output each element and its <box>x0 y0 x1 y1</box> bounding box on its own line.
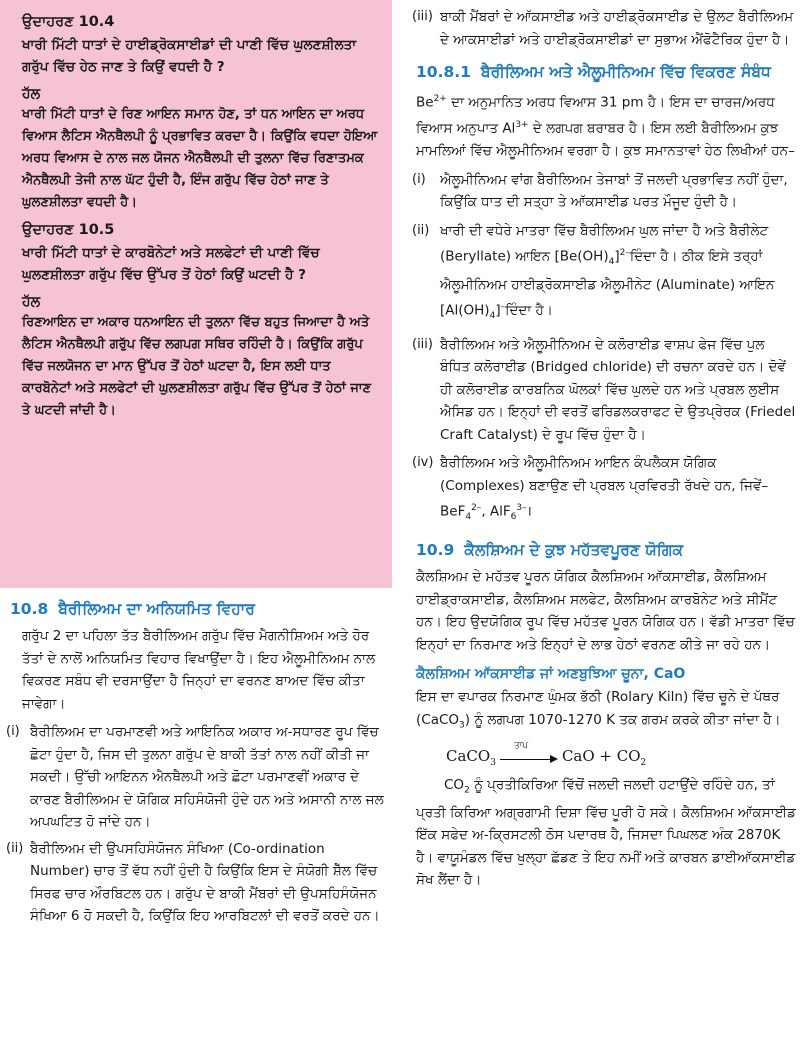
superscript: 3+ <box>515 120 529 130</box>
list-text <box>440 452 796 529</box>
superscript: 2– <box>471 503 482 514</box>
superscript: – <box>500 302 506 313</box>
superscript: 2+ <box>433 94 447 104</box>
text-run: ਦਿੰਦਾ ਹੈ। ਠੀਕ ਇਸੇ ਤਰ੍ਹਾਂ ਐਲੂਮੀਨਿਅਮ ਹਾਈਡ੍ਰੋਕਸਾਈਡ ਐਲੂਮੀਨੇਟ (Aluminate) ਆਇਨ [Al(OH) <box>440 248 775 319</box>
text-run: ਬੈਰੀਲਿਅਮ ਅਤੇ ਐਲੂਮੀਨਿਅਮ ਆਇਨ ਕੰਪਲੈਕਸ ਯੋਗਿਕ (Complexes) ਬਣਾਉਣ ਦੀ ਪ੍ਰਬਲ ਪ੍ਰਵਿਰਤੀ ਰੱਖਦੇ ਹਨ, ਜਿਵੇਂ– BeF <box>440 455 769 520</box>
list-item <box>412 169 796 214</box>
chemical-equation <box>446 741 800 768</box>
superscript: 2– <box>619 248 630 258</box>
subscript: 6 <box>510 512 517 523</box>
section-number: 10.9 <box>416 541 455 560</box>
section-10-9-heading <box>416 541 800 560</box>
example-10-5-title: ਉਦਾਹਰਣ 10.5 <box>22 222 115 238</box>
list-item <box>412 334 796 447</box>
list-item <box>412 452 796 529</box>
section-number: 10.8.1 <box>416 63 471 81</box>
list-item <box>6 721 386 834</box>
section-10-8-intro: ਗਰੁੱਪ 2 ਦਾ ਪਹਿਲਾ ਤੱਤ ਬੈਰੀਲਿਅਮ ਗਰੁੱਪ ਵਿੱਚ ਮੈਗਨੀਸ਼ਿਅਮ ਅਤੇ ਹੋਰ ਤੱਤਾਂ ਦੇ ਨਾਲੋਂ ਅਨਿਯਮਿਤ ਵਿਹਾਰ ਵਿਖਾਉਂਦਾ ਹੈ। ਇਹ ਐਲੂਮੀਨਿਅਮ ਨਾਲ ਵਿਕਰਣ ਸਬੰਧ ਵੀ ਦਰਸਾਉਂਦਾ ਹੈ ਜਿਨ੍ਹਾਂ ਦਾ ਵਰਨਣ ਬਾਅਦ ਵਿੱਚ ਕੀਤਾ ਜਾਵੇਗਾ। <box>22 628 376 712</box>
text-run: । <box>526 503 532 520</box>
list-marker: (ii) <box>412 222 430 238</box>
list-marker: (ii) <box>6 840 24 856</box>
left-column <box>0 0 392 932</box>
text-run: ਦੇ ਲਗਪਗ ਬਰਾਬਰ ਹੈ। ਇਸ ਲਈ ਬੈਰੀਲਿਅਮ ਕੁਝ ਮਾਮਲਿਆਂ ਵਿੱਚ ਐਲੂਮੀਨਿਅਮ ਵਰਗਾ ਹੈ। ਕੁਝ ਸਮਾਨਤਾਵਾਂ ਹੇਠ ਲਿਖੀਆਂ ਹਨ– <box>416 120 795 159</box>
section-10-8-1-intro <box>416 88 796 163</box>
text-run: ਨੂੰ ਪ੍ਰਤੀਕਿਰਿਆ ਵਿੱਚੋਂ ਜਲਦੀ ਜਲਦੀ ਹਟਾਉਂਦੇ ਰਹਿੰਦੇ ਹਨ, ਤਾਂ ਪ੍ਰਤੀ ਕਿਰਿਆ ਅਗ੍ਰਗਾਮੀ ਦਿਸ਼ਾ ਵਿੱਚ ਪੂਰੀ ਹੋ ਸਕੇ। ਕੈਲਸ਼ਿਅਮ ਆੱਕਸਾਈਡ ਇੱਕ ਸਫੇਦ ਅ-ਕ੍ਰਿਸਟਲੀ ਠੋਸ ਪਦਾਰਥ ਹੈ, ਜਿਸਦਾ ਪਿਘਲਣ ਅੰਕ 2870K ਹੈ। ਵਾਯੂਮੰਡਲ ਵਿੱਚ ਖੁਲ੍ਹਾ ਛੱਡਣ ਤੇ ਇਹ ਨਮੀਂ ਅਤੇ ਕਾਰਬਨ ਡਾਈਆੱਕਸਾਈਡ ਸੋਖ ਲੈਂਦਾ ਹੈ। <box>416 776 796 889</box>
list-text: ਬੈਰੀਲਿਅਮ ਦੀ ਉਪਸਹਿਸੰਯੋਜਨ ਸੰਖਿਆ (Co-ordination Number) ਚਾਰ ਤੋਂ ਵੱਧ ਨਹੀਂ ਹੁੰਦੀ ਹੈ ਕਿਉਂਕਿ ਇਸ ਦੇ ਸੰਯੋਗੀ ਸ਼ੈੱਲ ਵਿੱਚ ਸਿਰਫ ਚਾਰ ਔਰਬਿਟਲ ਹਨ। ਗਰੁੱਪ ਦੇ ਬਾਕੀ ਮੈਂਬਰਾਂ ਦੀ ਉਪਸਹਿਸੰਯੋਜਨ ਸੰਖਿਆ 6 ਹੋ ਸਕਦੀ ਹੈ, ਕਿਉਂਕਿ ਇਹ ਆਰਬਿਟਲਾਂ ਦੀ ਵਰਤੋਂ ਕਰਦੇ ਹਨ। <box>30 840 380 924</box>
arrow-head <box>550 755 558 763</box>
examples-box <box>0 0 392 588</box>
calcium-oxide-para-2 <box>416 774 796 892</box>
list-text: ਐਲੂਮੀਨਿਅਮ ਵਾਂਗ ਬੈਰੀਲਿਅਮ ਤੇਜਾਬਾਂ ਤੋਂ ਜਲਦੀ ਪ੍ਰਭਾਵਿਤ ਨਹੀਂ ਹੁੰਦਾ, ਕਿਉਂਕਿ ਧਾਤ ਦੀ ਸਤ੍ਹਾ ਤੇ ਆੱਕਸਾਈਡ ਪਰਤ ਮੌਜੂਦ ਹੁੰਦੀ ਹੈ। <box>440 171 788 210</box>
text-run: CaO + CO <box>561 746 641 765</box>
text-run: ਇਸ ਦਾ ਵਪਾਰਕ ਨਿਰਮਾਣ ਘੁੰਮਕ ਭੱਠੀ (Rolary Kiln) ਵਿੱਚ ਚੂਨੇ ਦੇ ਪੱਥਰ (CaCO <box>416 689 780 728</box>
list-item <box>6 838 386 928</box>
section-10-9-intro: ਕੈਲਸ਼ਿਅਮ ਦੇ ਮਹੱਤਵ ਪੂਰਨ ਯੋਗਿਕ ਕੈਲਸ਼ਿਅਮ ਆੱਕਸਾਈਡ, ਕੈਲਸ਼ਿਅਮ ਹਾਈਡ੍ਰਾਕਸਾਈਡ, ਕੈਲਸ਼ਿਅਮ ਸਲਫੇਟ, ਕੈਲਸ਼ਿਅਮ ਕਾਰਬੋਨੇਟ ਅਤੇ ਸੀਮੈਂਟ ਹਨ। ਇਹ ਉਦਯੋਗਿਕ ਰੂਪ ਵਿੱਚ ਮਹੱਤਵ ਪੂਰਨ ਯੋਗਿਕ ਹਨ। ਵੱਡੀ ਮਾਤਰਾ ਵਿੱਚ ਇਨ੍ਹਾਂ ਦਾ ਨਿਰਮਾਣ ਅਤੇ ਇਨ੍ਹਾਂ ਦੇ ਲਾਭ ਹੇਠਾਂ ਵਰਨਣ ਕੀਤੇ ਜਾ ਰਹੇ ਹਨ। <box>416 569 795 653</box>
subscript: 2 <box>464 785 470 796</box>
list-text <box>440 220 796 328</box>
section-title: ਬੈਰੀਲਿਅਮ ਦਾ ਅਨਿਯਮਿਤ ਵਿਹਾਰ <box>58 600 255 618</box>
example-10-5-question: ਖਾਰੀ ਮਿੱਟੀ ਧਾਤਾਂ ਦੇ ਕਾਰਬੋਨੇਟਾਂ ਅਤੇ ਸਲਫੇਟਾਂ ਦੀ ਪਾਣੀ ਵਿੱਚ ਘੁਲਣਸ਼ੀਲਤਾ ਗਰੁੱਪ ਵਿੱਚ ਉੱਪਰ ਤੋਂ ਹੇਠਾਂ ਕਿਉਂ ਘਟਦੀ ਹੈ ? <box>22 245 320 283</box>
example-10-4-title: ਉਦਾਹਰਣ 10.4 <box>22 14 115 30</box>
equation-products <box>562 747 646 768</box>
section-10-8-heading <box>10 600 392 619</box>
section-title: ਬੈਰੀਲਿਅਮ ਅਤੇ ਐਲੂਮੀਨਿਅਮ ਵਿੱਚ ਵਿਕਰਣ ਸੰਬੰਧ <box>480 63 771 81</box>
list-text: ਬੈਰੀਲਿਅਮ ਅਤੇ ਐਲੂਮੀਨਿਅਮ ਦੇ ਕਲੋਰਾਈਡ ਵਾਸ਼ਪ ਫੇਜ ਵਿੱਚ ਪੁਲ ਬੰਧਿਤ ਕਲੋਰਾਈਡ (Bridged chloride) ਦੀ ਰਚਨਾ ਕਰਦੇ ਹਨ। ਦੋਵੇਂ ਹੀ ਕਲੋਰਾਈਡ ਕਾਰਬਨਿਕ ਘੋਲਕਾਂ ਵਿੱਚ ਘੁਲਦੇ ਹਨ ਅਤੇ ਪ੍ਰਬਲ ਲੁਈਸ ਐਸਿਡ ਹਨ। ਇਨ੍ਹਾਂ ਦੀ ਵਰਤੋਂ ਫਰਿਡਲਕਰਾਫਟ ਦੇ ਉਤਪ੍ਰੇਰਕ (Friedel Craft Catalyst) ਦੇ ਰੂਪ ਵਿੱਚ ਹੁੰਦਾ ਹੈ। <box>440 336 796 443</box>
list-item <box>412 6 796 51</box>
text-run: ) ਨੂੰ ਲਗਪਗ 1070-1270 K ਤਕ ਗਰਮ ਕਰਕੇ ਕੀਤਾ ਜਾਂਦਾ ਹੈ। <box>464 711 781 728</box>
right-column <box>404 0 800 898</box>
list-marker: (iii) <box>412 9 433 24</box>
heat-label: ਤਾਪ <box>513 741 529 752</box>
text-run: ] <box>614 248 620 265</box>
reaction-arrow-icon <box>500 741 558 764</box>
calcium-oxide-para-1 <box>416 686 796 737</box>
section-title: ਕੈਲਸ਼ਿਅਮ ਦੇ ਕੁਝ ਮਹੱਤਵਪੂਰਣ ਯੋਗਿਕ <box>464 541 684 560</box>
example-10-5-solution: ਰਿਣਆਇਨ ਦਾ ਅਕਾਰ ਧਨਆਇਨ ਦੀ ਤੁਲਨਾ ਵਿੱਚ ਬਹੁਤ ਜਿਆਦਾ ਹੈ ਅਤੇ ਲੈਟਿਸ ਐਨਥੈਲਪੀ ਗਰੁੱਪ ਵਿੱਚ ਲਗਪਗ ਸਥਿਰ ਰਹਿੰਦੀ ਹੈ। ਕਿਉਂਕਿ ਗਰੁੱਪ ਵਿੱਚ ਜਲਯੋਜਨ ਦਾ ਮਾਨ ਉੱਪਰ ਤੋਂ ਹੇਠਾਂ ਘਟਦਾ ਹੈ, ਇਸ ਲਈ ਧਾਤ ਕਾਰਬੋਨੇਟਾਂ ਅਤੇ ਸਲਫੇਟਾਂ ਦੀ ਘੁਲਣਸ਼ੀਲਤਾ ਗਰੁੱਪ ਵਿੱਚ ਉੱਪਰ ਤੋਂ ਹੇਠਾਂ ਜਾਣ ਤੇ ਘਟਦੀ ਜਾਂਦੀ ਹੈ। <box>22 315 371 418</box>
list-marker: (iii) <box>412 336 433 352</box>
arrow-line <box>500 759 552 760</box>
text-run: , AlF <box>481 503 511 520</box>
text-run: ] <box>495 302 501 319</box>
subscript: 3 <box>490 757 496 768</box>
list-text: ਬਾਕੀ ਮੈਂਬਰਾਂ ਦੇ ਆੱਕਸਾਈਡ ਅਤੇ ਹਾਈਡ੍ਰੋਕਸਾਈਡ ਦੇ ਉਲਟ ਬੈਰੀਲਿਅਮ ਦੇ ਆਕਸਾਈਡਾਂ ਅਤੇ ਹਾਈਡ੍ਰੋਕਸਾਈਡਾਂ ਦਾ ਸੁਭਾਅ ਐਂਫੋਟੈਰਿਕ ਹੁੰਦਾ ਹੈ। <box>440 9 794 48</box>
subscript: 4 <box>489 311 496 322</box>
superscript: 3– <box>516 503 527 514</box>
list-marker: (i) <box>412 171 426 187</box>
section-number: 10.8 <box>10 600 49 618</box>
example-10-4-solution: ਖਾਰੀ ਮਿੱਟੀ ਧਾਤਾਂ ਦੇ ਰਿਣ ਆਇਨ ਸਮਾਨ ਹੋਣ, ਤਾਂ ਧਨ ਆਇਨ ਦਾ ਅਰਧ ਵਿਆਸ ਲੈਟਿਸ ਐਨਥੈਲਪੀ ਨੂੰ ਪ੍ਰਭਾਵਿਤ ਕਰਦਾ ਹੈ। ਕਿਉਂਕਿ ਵਧਦਾ ਹੋਇਆ ਅਰਧ ਵਿਆਸ ਦੇ ਨਾਲ ਜਲ ਯੋਜਨ ਐਨਥੈਲਪੀ ਦੀ ਤੁਲਨਾ ਵਿੱਚ ਰਿਣਾਤਮਕ ਐਨਥੈਲਪੀ ਤੇਜੀ ਨਾਲ ਘੱਟ ਹੁੰਦੀ ਹੈ, ਇੰਜ ਗਰੁੱਪ ਵਿੱਚ ਹੇਠਾਂ ਜਾਣ ਤੇ ਘੁਲਣਸ਼ੀਲਤਾ ਵਧਦੀ ਹੈ। <box>22 107 378 210</box>
text-run: CaCO <box>446 746 491 765</box>
text-run: ਖਾਰੀ ਦੀ ਵਧੇਰੇ ਮਾਤਰਾ ਵਿੱਚ ਬੈਰੀਲਿਅਮ ਘੁਲ ਜਾਂਦਾ ਹੈ ਅਤੇ ਬੈਰੀਲੇਟ (Beryllate) ਆਇਨ [Be(OH) <box>440 222 769 265</box>
example-10-4-solution-heading: ਹੱਲ <box>22 86 41 102</box>
section-10-8-1-heading <box>416 63 800 82</box>
calcium-oxide-subheading: ਕੈਲਸ਼ਿਅਮ ਆੱਕਸਾਈਡ ਜਾਂ ਅਣਬੁਝਿਆ ਚੂਨਾ, CaO <box>416 666 686 683</box>
subscript: 4 <box>465 512 472 523</box>
subscript: 2 <box>640 757 647 768</box>
list-marker: (iv) <box>412 455 434 471</box>
subscript: 3 <box>459 720 465 731</box>
example-10-5-solution-heading: ਹੱਲ <box>22 294 41 310</box>
equation-reactant <box>446 747 496 768</box>
example-10-4-question: ਖਾਰੀ ਮਿੱਟੀ ਧਾਤਾਂ ਦੇ ਹਾਈਡ੍ਰੋਕਸਾਈਡਾਂ ਦੀ ਪਾਣੀ ਵਿੱਚ ਘੁਲਣਸ਼ੀਲਤਾ ਗਰੁੱਪ ਵਿੱਚ ਹੇਠ ਜਾਣ ਤੇ ਕਿਉਂ ਵਧਦੀ ਹੈ ? <box>22 37 357 75</box>
text-run: Be <box>416 94 434 111</box>
list-item <box>412 220 796 328</box>
subscript: 4 <box>608 257 615 268</box>
text-run: ਦਾ ਅਨੁਮਾਨਿਤ ਅਰਧ ਵਿਆਸ 31 pm ਹੈ। ਇਸ ਦਾ ਚਾਰਜ/ਅਰਧ ਵਿਆਸ ਅਨੁਪਾਤ Al <box>416 94 775 137</box>
text-run: ਦਿੰਦਾ ਹੈ। <box>505 302 553 319</box>
text-run: CO <box>444 776 465 793</box>
list-text: ਬੈਰੀਲਿਅਮ ਦਾ ਪਰਮਾਣਵੀ ਅਤੇ ਆਇਨਿਕ ਅਕਾਰ ਅ-ਸਧਾਰਣ ਰੂਪ ਵਿੱਚ ਛੋਟਾ ਹੁੰਦਾ ਹੈ, ਜਿਸ ਦੀ ਤੁਲਨਾ ਗਰੁੱਪ ਦੇ ਬਾਕੀ ਤੱਤਾਂ ਨਾਲ ਨਹੀਂ ਕੀਤੀ ਜਾ ਸਕਦੀ। ਉੱਚੀ ਆਇਨਨ ਐਨਥੈਲਪੀ ਅਤੇ ਛੋਟਾ ਪਰਮਾਣਵੀਂ ਅਕਾਰ ਦੇ ਕਾਰਣ ਬੈਰੀਲਿਅਮ ਦੇ ਯੋਗਿਕ ਸਹਿਸੰਯੋਜੀ ਹੁੰਦੇ ਹਨ ਅਤੇ ਅਸਾਨੀ ਨਾਲ ਜਲ ਅਪਘਟਿਤ ਹੋ ਜਾਂਦੇ ਹਨ। <box>30 724 384 830</box>
list-marker: (i) <box>6 724 20 739</box>
